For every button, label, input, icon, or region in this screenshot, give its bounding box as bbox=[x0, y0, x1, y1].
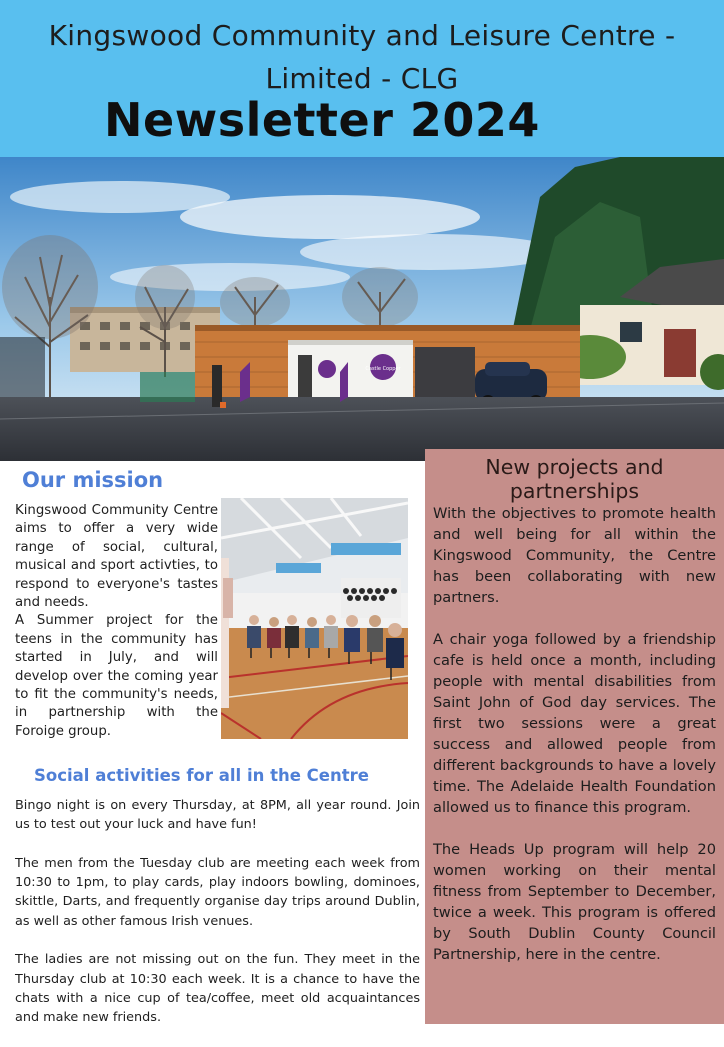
projects-text bbox=[433, 503, 716, 986]
mission-text bbox=[15, 502, 218, 741]
projects-panel bbox=[425, 449, 724, 1024]
projects-paragraph: The Heads Up program will help 20 women working on their mental fitness from September to December, twice a week. This program is offered by South Dublin County Council Partnership, here in the centre. bbox=[433, 841, 716, 963]
projects-paragraph: With the objectives to promote health and well being for all within the Kingswood Community, the Centre has been collaborating with new partners. bbox=[433, 505, 716, 606]
mission-paragraph: Kingswood Community Centre aims to offer a very wide range of social, cultural, musical and sport activties, to respond to everyone's tastes and needs. bbox=[15, 503, 218, 611]
community-centre-photo bbox=[0, 157, 724, 461]
social-paragraph: The men from the Tuesday club are meeting each week from 10:30 to 1pm, to play cards, play indoors bowling, dominoes, skittle, Darts, and frequently organise day trips around Dublin, as well as other famous Irish venues. bbox=[15, 855, 420, 929]
header-banner bbox=[0, 0, 724, 157]
projects-heading: New projects and partnerships bbox=[485, 455, 664, 503]
organisation-title: Kingswood Community and Leisure Centre - Limited - CLG bbox=[48, 19, 676, 95]
newsletter-title: Newsletter 2024 bbox=[104, 93, 540, 147]
cabin-logo-text: Castle Copper bbox=[365, 366, 401, 372]
mission-paragraph: A Summer project for the teens in the community has started in July, and will develop over the coming year to fit the community's needs, in partnership with the Foroige group. bbox=[15, 613, 218, 739]
sports-hall-photo bbox=[221, 498, 408, 739]
projects-paragraph: A chair yoga followed by a friendship cafe is held once a month, including people with mental disabilities from Saint John of God day services. The first two sessions were a great success and allowed people from different backgrounds to have a lovely time. The Adelaide Health Foundation allowed us to finance this program. bbox=[433, 631, 716, 816]
social-paragraph: Bingo night is on every Thursday, at 8PM, all year round. Join us to test out your luck and have fun! bbox=[15, 798, 420, 833]
mission-heading: Our mission bbox=[22, 468, 164, 492]
social-activities-heading: Social activities for all in the Centre bbox=[34, 766, 369, 785]
social-activities-text bbox=[15, 796, 420, 1047]
social-paragraph: The ladies are not missing out on the fun. They meet in the Thursday club at 10:30 each week. It is a chance to have the chats with a nice cup of tea/coffee, meet old acquaintances and make new friends. bbox=[15, 952, 420, 1026]
